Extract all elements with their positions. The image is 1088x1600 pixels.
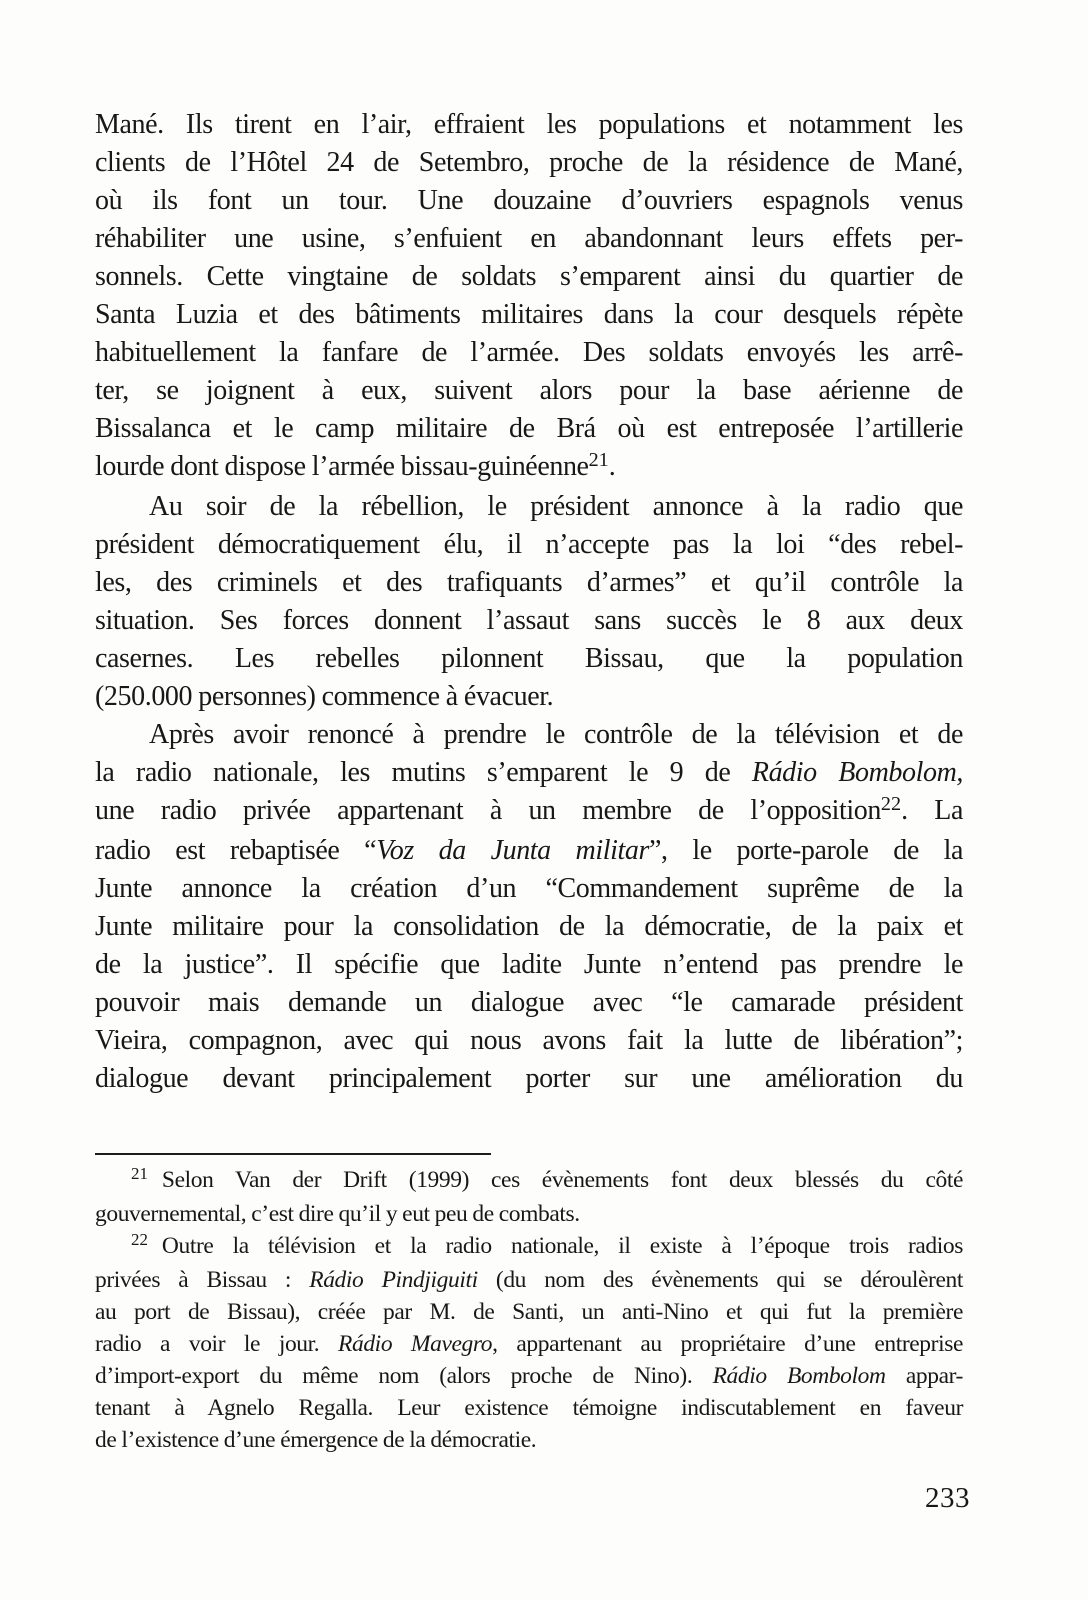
text-run: de la justice”. Il spécifie que ladite Junte n’entend pas prendre le: [95, 949, 963, 980]
text-line: [95, 448, 963, 488]
text-run: Rádio Bombolom: [712, 1363, 886, 1389]
text-line: [95, 716, 963, 754]
text-run: Santa Luzia et des bâtiments militaires dans la cour desquels répète: [95, 299, 963, 330]
text-line: [95, 488, 963, 526]
text-line: [95, 106, 963, 144]
text-run: Mané. Ils tirent en l’air, effraient les populations et notamment les: [95, 109, 963, 140]
text-run: Rádio Bombolom,: [751, 757, 963, 788]
text-line: [95, 984, 963, 1022]
text-run: Bissalanca et le camp militaire de Brá où est entreposée l’artillerie: [95, 413, 963, 444]
text-run: Au soir de la rébellion, le président annonce à la radio que: [149, 491, 963, 522]
text-run: Après avoir renoncé à prendre le contrôle de la télévision et de: [149, 719, 963, 750]
text-line: [95, 1360, 963, 1392]
text-line: [95, 526, 963, 564]
text-run: (du nom des évènements qui se déroulèrent: [477, 1267, 963, 1293]
text-line: [95, 602, 963, 640]
text-line: [95, 1198, 963, 1230]
text-run: appar-: [885, 1363, 963, 1389]
text-line: [95, 258, 963, 296]
text-run: radio a voir le jour.: [95, 1331, 339, 1357]
text-run: gouvernemental, c’est dire qu’il y eut peu de combats.: [95, 1201, 580, 1227]
text-line: [95, 1424, 963, 1456]
text-run: dialogue devant principalement porter sur une amélioration du: [95, 1063, 963, 1094]
text-run: , appartenant au propriétaire d’une entreprise: [492, 1331, 963, 1357]
page-number: 233: [925, 1482, 970, 1514]
footnote-marker: 21: [131, 1164, 148, 1184]
text-line: [95, 908, 963, 946]
text-line: [95, 946, 963, 984]
footnote-marker: 22: [131, 1230, 148, 1250]
text-run: les, des criminels et des trafiquants d’armes” et qu’il contrôle la: [95, 567, 963, 598]
text-line: [95, 678, 963, 716]
text-run: Junte militaire pour la consolidation de la démocratie, de la paix et: [95, 911, 963, 942]
text-line: [95, 564, 963, 602]
text-line: [95, 754, 963, 792]
footnotes: [95, 1164, 963, 1456]
text-run: Rádio Pindjiguiti: [309, 1267, 478, 1293]
text-line: [95, 832, 963, 870]
footnote-separator: [95, 1153, 491, 1155]
text-run: d’import-export du même nom (alors proche de Nino).: [95, 1363, 713, 1389]
text-run: lourde dont dispose l’armée bissau-guinéenne: [95, 451, 589, 482]
text-run: .: [608, 451, 616, 482]
text-run: radio est rebaptisée “: [95, 835, 377, 866]
text-line: [95, 1060, 963, 1098]
body-text: [95, 106, 963, 1098]
text-run: (250.000 personnes) commence à évacuer.: [95, 681, 554, 712]
text-run: . La: [901, 795, 963, 826]
text-run: Vieira, compagnon, avec qui nous avons fait la lutte de libération”;: [95, 1025, 963, 1056]
text-run: privées à Bissau :: [95, 1267, 310, 1293]
text-run: réhabiliter une usine, s’enfuient en abandonnant leurs effets per-: [95, 223, 963, 254]
text-line: [95, 296, 963, 334]
text-line: [95, 1392, 963, 1424]
text-run: tenant à Agnelo Regalla. Leur existence témoigne indiscutablement en faveur: [95, 1395, 963, 1421]
text-run: clients de l’Hôtel 24 de Setembro, proche de la résidence de Mané,: [95, 147, 963, 178]
text-line: [95, 1230, 963, 1264]
text-line: [95, 410, 963, 448]
text-line: [95, 372, 963, 410]
text-run: au port de Bissau), créée par M. de Santi, un anti-Nino et qui fut la première: [95, 1299, 963, 1325]
text-run: sonnels. Cette vingtaine de soldats s’emparent ainsi du quartier de: [95, 261, 963, 292]
text-run: de l’existence d’une émergence de la démocratie.: [95, 1427, 537, 1453]
footnote-marker: 21: [588, 448, 609, 471]
text-run: Rádio Mavegro: [338, 1331, 493, 1357]
text-line: [95, 1264, 963, 1296]
text-line: [95, 870, 963, 908]
text-run: Junte annonce la création d’un “Commandement suprême de la: [95, 873, 963, 904]
text-line: [95, 1296, 963, 1328]
text-line: [95, 182, 963, 220]
text-run: président démocratiquement élu, il n’accepte pas la loi “des rebel-: [95, 529, 963, 560]
text-run: une radio privée appartenant à un membre de l’opposition: [95, 795, 881, 826]
text-run: ”, le porte-parole de la: [648, 835, 963, 866]
text-run: pouvoir mais demande un dialogue avec “le camarade président: [95, 987, 963, 1018]
text-line: [95, 1164, 963, 1198]
text-line: [95, 1328, 963, 1360]
text-run: casernes. Les rebelles pilonnent Bissau, que la population: [95, 643, 963, 674]
footnote-marker: 22: [880, 792, 902, 815]
text-run: Voz da Junta militar: [376, 835, 649, 866]
text-run: situation. Ses forces donnent l’assaut sans succès le 8 aux deux: [95, 605, 963, 636]
text-line: [95, 1022, 963, 1060]
text-run: ter, se joignent à eux, suivent alors pour la base aérienne de: [95, 375, 963, 406]
text-run: habituellement la fanfare de l’armée. Des soldats envoyés les arrê-: [95, 337, 963, 368]
text-line: [95, 334, 963, 372]
text-run: où ils font un tour. Une douzaine d’ouvriers espagnols venus: [95, 185, 963, 216]
text-line: [95, 144, 963, 182]
text-line: [95, 640, 963, 678]
text-run: Outre la télévision et la radio nationale, il existe à l’époque trois radios: [161, 1233, 963, 1259]
text-run: la radio nationale, les mutins s’emparent le 9 de: [95, 757, 752, 788]
text-run: Selon Van der Drift (1999) ces évènements font deux blessés du côté: [161, 1167, 963, 1193]
text-line: [95, 220, 963, 258]
text-line: [95, 792, 963, 832]
